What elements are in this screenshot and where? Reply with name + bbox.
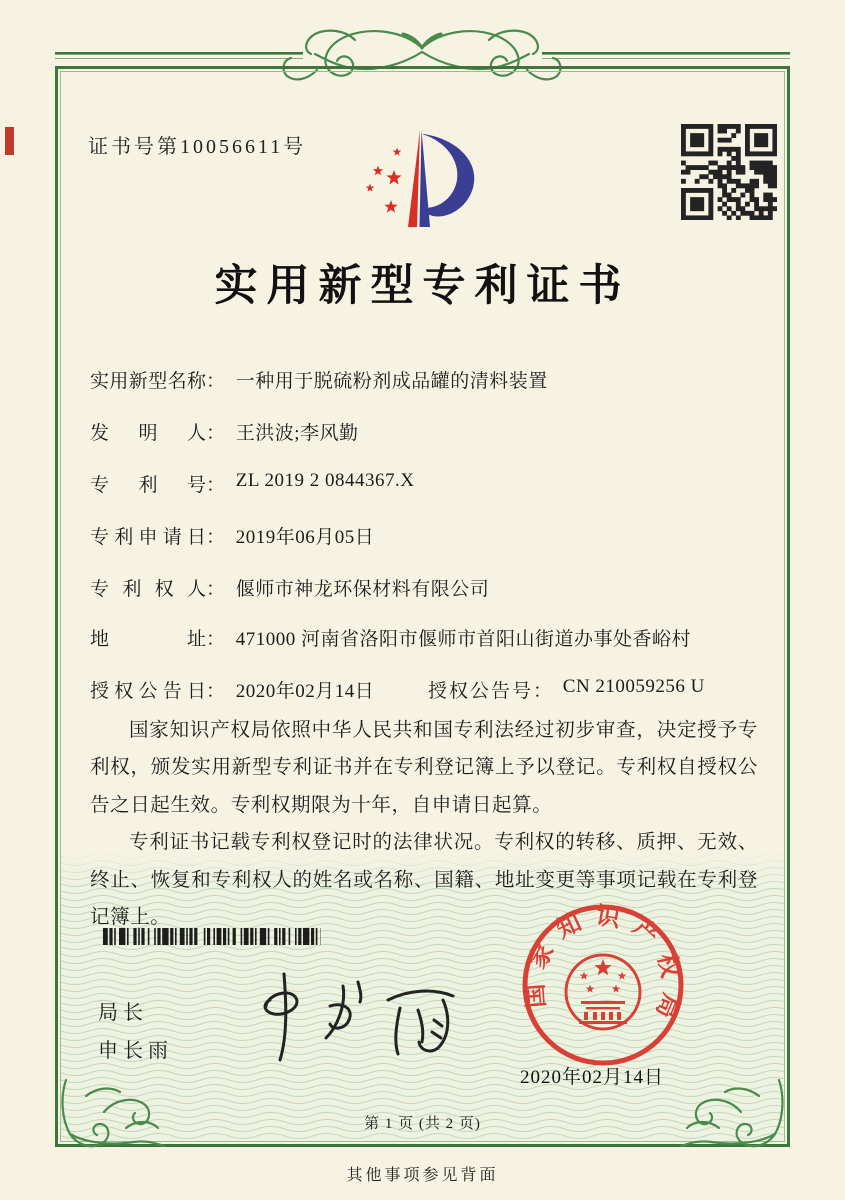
field-value: 一种用于脱硫粉剂成品罐的清料装置 <box>235 371 548 392</box>
field-label: 实用新型名称 <box>90 371 206 392</box>
seal-text: 国家知识产权局 <box>521 903 685 1033</box>
field-colon: ： <box>206 423 226 444</box>
seal-date: 2020年02月14日 <box>520 1067 665 1088</box>
field-colon: ： <box>206 681 226 702</box>
legal-paragraph-1: 国家知识产权局依照中华人民共和国专利法经过初步审查，决定授予专利权，颁发实用新型专利证书并在专利登记簿上予以登记。专利权自授权公告之日起生效。专利权期限为十年，自申请日起算。 <box>90 720 758 816</box>
field-colon: ： <box>206 579 226 600</box>
field-value: 2020年02月14日 <box>235 681 375 702</box>
corner-flourish-icon <box>56 1072 166 1152</box>
field-label: 授权公告日 <box>90 681 206 702</box>
cnipa-red-seal-icon <box>518 900 688 1070</box>
field-colon: ： <box>206 629 226 650</box>
field-value: 偃师市神龙环保材料有限公司 <box>235 579 490 600</box>
barcode-icon <box>103 928 323 945</box>
field-value: 2019年06月05日 <box>235 527 375 548</box>
legal-paragraph-2: 专利证书记载专利权登记时的法律状况。专利权的转移、质押、无效、终止、恢复和专利权人的姓名或名称、国籍、地址变更等事项记载在专利登记簿上。 <box>90 832 758 929</box>
signer-name: 申长雨 <box>98 1040 173 1062</box>
back-note: 其他事项参见背面 <box>346 1167 499 1184</box>
field-row-invention-name <box>90 366 770 396</box>
corner-flourish-icon <box>679 1072 789 1152</box>
field-label: 授权公告号 <box>428 681 534 702</box>
registry-red-mark <box>5 127 14 155</box>
field-colon: ： <box>533 681 553 702</box>
field-row-patentee <box>90 574 770 604</box>
certificate-title: 实用新型专利证书 <box>214 263 631 310</box>
cnipa-patent-logo-icon <box>352 124 492 234</box>
field-colon: ： <box>206 475 226 496</box>
field-colon: ： <box>206 527 226 548</box>
qr-code-icon <box>681 124 777 220</box>
field-row-inventor <box>90 418 770 448</box>
field-value: ZL 2019 2 0844367.X <box>235 470 415 491</box>
field-value: CN 210059256 U <box>562 676 705 697</box>
signature-handwriting <box>238 964 488 1064</box>
page-number: 第 1 页 (共 2 页) <box>364 1116 481 1132</box>
field-row-address <box>90 624 770 654</box>
field-label: 专利权人 <box>90 579 206 600</box>
field-value: 471000 河南省洛阳市偃师市首阳山街道办事处香峪村 <box>235 629 692 650</box>
field-value: 王洪波;李风勤 <box>235 423 359 444</box>
field-grant-publication-number <box>428 676 705 703</box>
field-label: 发明人 <box>90 423 206 444</box>
field-row-filing-date <box>90 522 770 552</box>
field-label: 专利号 <box>90 475 206 496</box>
field-row-patent-number <box>90 470 770 500</box>
field-label: 地址 <box>90 629 206 650</box>
signer-title: 局长 <box>98 1002 148 1024</box>
field-colon: ： <box>206 371 226 392</box>
seal-national-emblem <box>566 955 640 1029</box>
field-label: 专利申请日 <box>90 527 206 548</box>
field-row-grant-date <box>90 676 770 706</box>
certificate-number: 证书号第10056611号 <box>88 136 307 158</box>
